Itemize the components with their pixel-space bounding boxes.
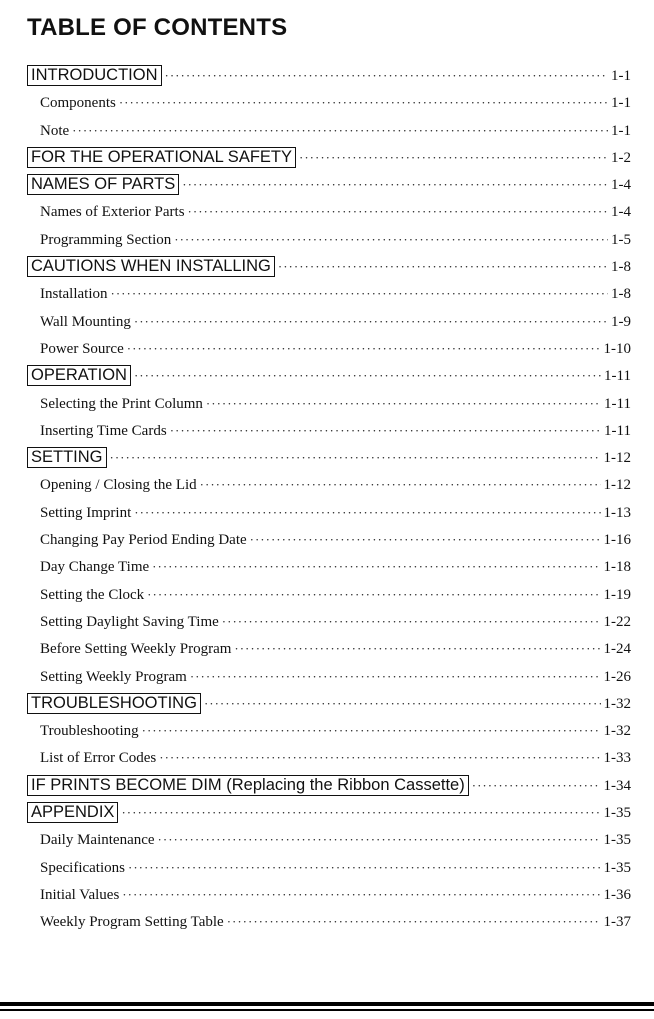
- toc-subsection-entry[interactable]: [27, 499, 631, 526]
- toc-page-number: 1-26: [603, 668, 631, 685]
- toc-page-number: 1-18: [603, 559, 631, 576]
- toc-section-label: NAMES OF PARTS: [27, 174, 179, 195]
- dot-leader: [227, 908, 601, 935]
- toc-page-number: 1-1: [611, 95, 631, 112]
- toc-page-number: 1-10: [603, 340, 631, 357]
- toc-subsection-label: Setting the Clock: [40, 586, 145, 603]
- toc-subsection-entry[interactable]: [27, 308, 631, 335]
- dot-leader: [206, 390, 601, 417]
- toc-subsection-label: Weekly Program Setting Table: [40, 914, 224, 931]
- footer-rule: [0, 1002, 654, 1006]
- dot-leader: [119, 89, 608, 116]
- toc-section-label: INTRODUCTION: [27, 65, 162, 86]
- dot-leader: [188, 198, 608, 225]
- dot-leader: [134, 499, 600, 526]
- toc-subsection-label: Specifications: [40, 859, 125, 876]
- toc-subsection-label: Components: [40, 95, 116, 112]
- toc-section-entry[interactable]: [27, 144, 631, 171]
- toc-section-entry[interactable]: [27, 62, 631, 89]
- toc-subsection-label: Inserting Time Cards: [40, 422, 167, 439]
- dot-leader: [159, 744, 600, 771]
- dot-leader: [111, 280, 609, 307]
- toc-section-entry[interactable]: [27, 171, 631, 198]
- toc-page-number: 1-1: [611, 122, 631, 139]
- toc-page-number: 1-19: [603, 586, 631, 603]
- dot-leader: [278, 253, 608, 280]
- dot-leader: [165, 62, 609, 89]
- toc-page-number: 1-12: [603, 477, 631, 494]
- toc-subsection-entry[interactable]: [27, 117, 631, 144]
- dot-leader: [204, 690, 601, 717]
- toc-page-number: 1-8: [611, 286, 631, 303]
- dot-leader: [170, 417, 601, 444]
- toc-subsection-entry[interactable]: [27, 881, 631, 908]
- toc-section-label: APPENDIX: [27, 802, 118, 823]
- toc-page-number: 1-5: [611, 231, 631, 248]
- toc-page-number: 1-11: [604, 368, 631, 385]
- toc-subsection-label: Setting Weekly Program: [40, 668, 187, 685]
- dot-leader: [121, 799, 600, 826]
- toc-page-number: 1-37: [603, 914, 631, 931]
- toc-page-number: 1-11: [604, 422, 631, 439]
- toc-subsection-entry[interactable]: [27, 663, 631, 690]
- toc-subsection-entry[interactable]: [27, 89, 631, 116]
- dot-leader: [128, 854, 601, 881]
- toc-subsection-entry[interactable]: [27, 198, 631, 225]
- toc-subsection-entry[interactable]: [27, 226, 631, 253]
- dot-leader: [147, 581, 600, 608]
- toc-subsection-entry[interactable]: [27, 280, 631, 307]
- dot-leader: [234, 635, 600, 662]
- toc-section-label: IF PRINTS BECOME DIM (Replacing the Ribbon Cassette): [27, 775, 469, 796]
- dot-leader: [299, 144, 608, 171]
- toc-page-number: 1-13: [603, 504, 631, 521]
- toc-section-entry[interactable]: [27, 253, 631, 280]
- toc-subsection-entry[interactable]: [27, 854, 631, 881]
- toc-section-label: SETTING: [27, 447, 107, 468]
- toc-page-number: 1-2: [611, 149, 631, 166]
- dot-leader: [134, 308, 608, 335]
- toc-subsection-label: Troubleshooting: [40, 723, 139, 740]
- dot-leader: [152, 553, 600, 580]
- toc-subsection-label: Power Source: [40, 340, 124, 357]
- dot-leader: [127, 335, 601, 362]
- toc-subsection-label: Setting Imprint: [40, 504, 132, 521]
- footer-rule-thin: [0, 1009, 654, 1011]
- toc-page-number: 1-36: [603, 886, 631, 903]
- dot-leader: [190, 663, 601, 690]
- dot-leader: [110, 444, 601, 471]
- toc-page-number: 1-35: [603, 832, 631, 849]
- toc-section-entry[interactable]: [27, 444, 631, 471]
- toc-subsection-entry[interactable]: [27, 744, 631, 771]
- dot-leader: [142, 717, 601, 744]
- toc-page-number: 1-32: [603, 723, 631, 740]
- dot-leader: [222, 608, 601, 635]
- toc-subsection-label: Changing Pay Period Ending Date: [40, 532, 247, 549]
- page-title: TABLE OF CONTENTS: [27, 14, 288, 41]
- toc-page-number: 1-24: [603, 641, 631, 658]
- toc-page-number: 1-11: [604, 395, 631, 412]
- toc-subsection-entry[interactable]: [27, 526, 631, 553]
- toc-subsection-entry[interactable]: [27, 417, 631, 444]
- table-of-contents: [27, 62, 631, 936]
- toc-section-label: CAUTIONS WHEN INSTALLING: [27, 256, 275, 277]
- dot-leader: [72, 117, 608, 144]
- toc-page-number: 1-1: [611, 68, 631, 84]
- dot-leader: [200, 471, 601, 498]
- toc-section-label: TROUBLESHOOTING: [27, 693, 201, 714]
- toc-page-number: 1-32: [603, 695, 631, 712]
- toc-subsection-entry[interactable]: [27, 553, 631, 580]
- dot-leader: [472, 772, 601, 799]
- toc-subsection-label: Note: [40, 122, 70, 139]
- toc-page-number: 1-22: [603, 613, 631, 630]
- toc-page-number: 1-16: [603, 532, 631, 549]
- toc-subsection-entry[interactable]: [27, 335, 631, 362]
- toc-subsection-label: Initial Values: [40, 886, 120, 903]
- toc-subsection-entry[interactable]: [27, 908, 631, 935]
- toc-subsection-label: Before Setting Weekly Program: [40, 641, 232, 658]
- toc-section-entry[interactable]: [27, 772, 631, 799]
- toc-subsection-entry[interactable]: [27, 826, 631, 853]
- toc-section-entry[interactable]: [27, 362, 631, 389]
- toc-section-entry[interactable]: [27, 690, 631, 717]
- dot-leader: [122, 881, 600, 908]
- toc-page-number: 1-8: [611, 259, 631, 276]
- dot-leader: [134, 362, 601, 389]
- toc-subsection-label: List of Error Codes: [40, 750, 157, 767]
- toc-subsection-entry[interactable]: [27, 581, 631, 608]
- toc-subsection-entry[interactable]: [27, 471, 631, 498]
- toc-page-number: 1-34: [603, 777, 631, 794]
- toc-subsection-entry[interactable]: [27, 390, 631, 417]
- dot-leader: [182, 171, 608, 198]
- dot-leader: [158, 826, 601, 853]
- toc-page-number: 1-35: [603, 859, 631, 876]
- toc-subsection-label: Opening / Closing the Lid: [40, 477, 197, 494]
- toc-subsection-label: Installation: [40, 286, 108, 303]
- toc-subsection-label: Daily Maintenance: [40, 832, 155, 849]
- dot-leader: [174, 226, 608, 253]
- toc-page-number: 1-9: [611, 313, 631, 330]
- toc-page-number: 1-35: [603, 805, 631, 822]
- toc-subsection-label: Wall Mounting: [40, 313, 131, 330]
- toc-subsection-entry[interactable]: [27, 608, 631, 635]
- toc-subsection-label: Day Change Time: [40, 559, 150, 576]
- toc-subsection-label: Selecting the Print Column: [40, 395, 203, 412]
- dot-leader: [250, 526, 601, 553]
- toc-section-label: FOR THE OPERATIONAL SAFETY: [27, 147, 296, 168]
- toc-subsection-label: Programming Section: [40, 231, 172, 248]
- toc-section-label: OPERATION: [27, 365, 131, 386]
- toc-section-entry[interactable]: [27, 799, 631, 826]
- toc-page-number: 1-4: [611, 177, 631, 194]
- toc-subsection-entry[interactable]: [27, 635, 631, 662]
- toc-subsection-label: Names of Exterior Parts: [40, 204, 185, 221]
- toc-page-number: 1-4: [611, 204, 631, 221]
- toc-subsection-label: Setting Daylight Saving Time: [40, 613, 219, 630]
- toc-page-number: 1-33: [603, 750, 631, 767]
- toc-page-number: 1-12: [603, 450, 631, 467]
- toc-subsection-entry[interactable]: [27, 717, 631, 744]
